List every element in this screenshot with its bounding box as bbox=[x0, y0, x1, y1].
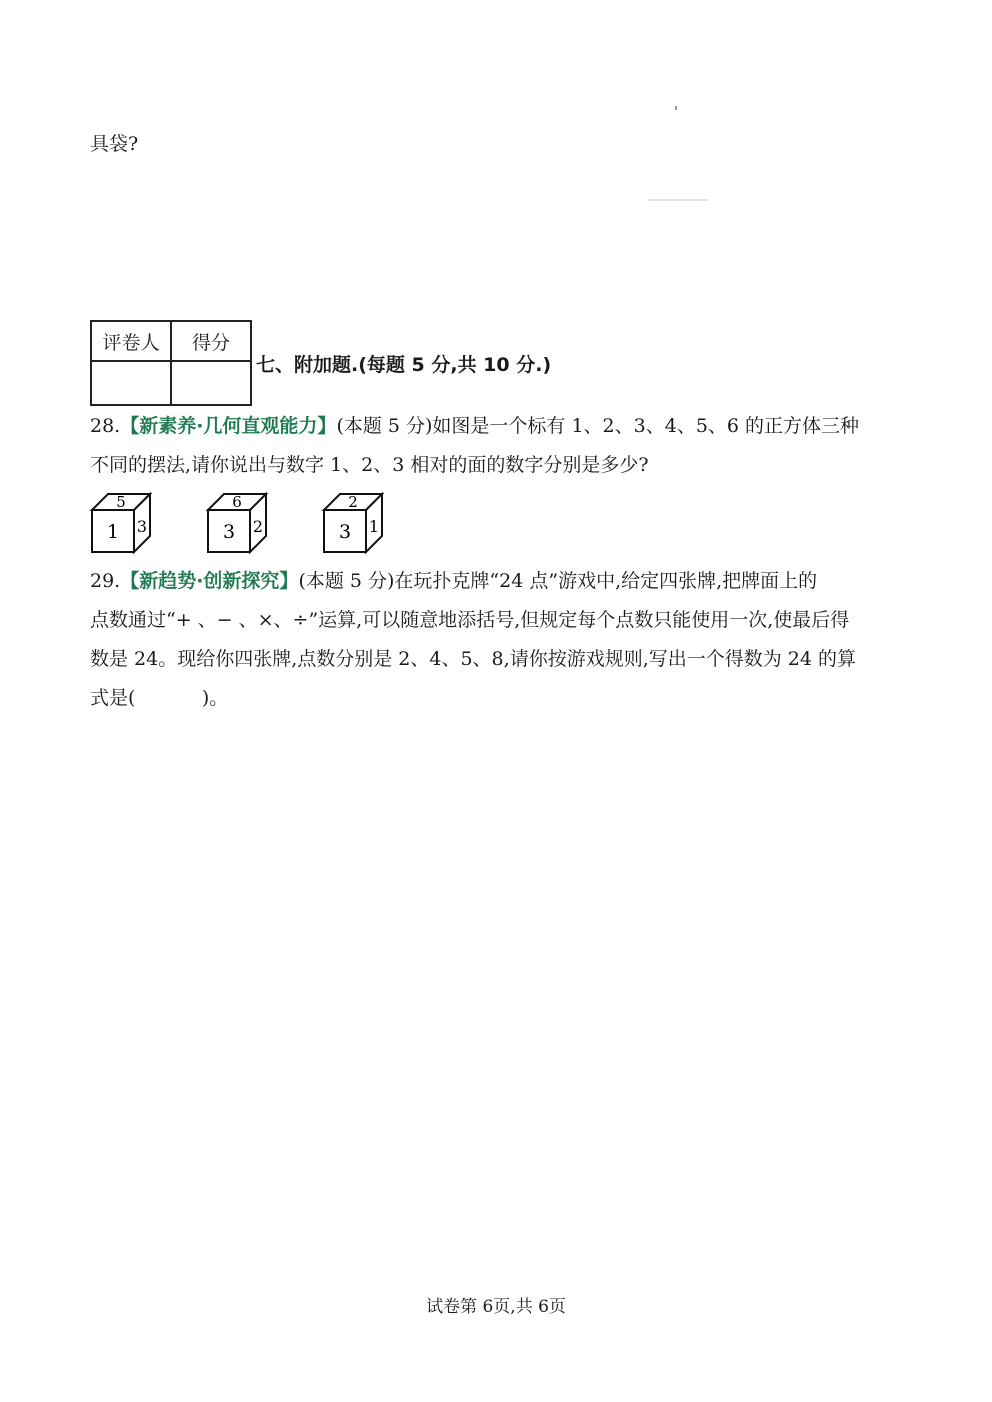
cube-1-side: 3 bbox=[136, 517, 148, 536]
cube-3-top: 2 bbox=[348, 493, 358, 511]
question-29-answer-line: 式是( )。 bbox=[90, 687, 229, 709]
grader-cell bbox=[91, 361, 171, 405]
cube-figures bbox=[88, 490, 408, 556]
cube-2-top: 6 bbox=[232, 493, 242, 511]
grader-header: 评卷人 bbox=[91, 321, 171, 361]
page-footer: 试卷第 6页,共 6页 bbox=[426, 1297, 566, 1317]
question-number: 28. bbox=[90, 415, 121, 437]
cube-2-side: 2 bbox=[252, 517, 264, 536]
cube-3-side: 1 bbox=[368, 517, 380, 536]
section-title: 七、附加题.(每题 5 分,共 10 分.) bbox=[256, 354, 552, 376]
question-number: 29. bbox=[90, 570, 121, 592]
question-29-line-3: 数是 24。现给你四张牌,点数分别是 2、4、5、8,请你按游戏规则,写出一个得数为 24 的算 bbox=[90, 648, 856, 670]
question-29-line-2: 点数通过“+ 、− 、×、÷”运算,可以随意地添括号,但规定每个点数只能使用一次,使最后得 bbox=[90, 609, 850, 631]
question-28-line-1 bbox=[90, 413, 859, 439]
cube-3-front: 3 bbox=[338, 521, 352, 543]
cube-3 bbox=[324, 493, 382, 552]
question-tag: 【新素养·几何直观能力】 bbox=[120, 415, 337, 437]
question-tag: 【新趋势·创新探究】 bbox=[120, 570, 299, 592]
score-header: 得分 bbox=[171, 321, 251, 361]
cube-1-top: 5 bbox=[116, 493, 126, 511]
score-cell bbox=[171, 361, 251, 405]
question-29-line-1 bbox=[90, 568, 817, 594]
cube-1-front: 1 bbox=[106, 521, 120, 543]
question-text: (本题 5 分)在玩扑克牌“24 点”游戏中,给定四张牌,把牌面上的 bbox=[298, 570, 818, 592]
scan-smudge bbox=[648, 199, 708, 201]
cube-2-front: 3 bbox=[222, 521, 236, 543]
scan-mark bbox=[675, 106, 677, 110]
cube-1 bbox=[92, 493, 150, 552]
cube-2 bbox=[208, 493, 266, 552]
question-28-line-2: 不同的摆法,请你说出与数字 1、2、3 相对的面的数字分别是多少? bbox=[90, 454, 649, 476]
score-table bbox=[90, 320, 252, 406]
question-text: (本题 5 分)如图是一个标有 1、2、3、4、5、6 的正方体三种 bbox=[336, 415, 860, 437]
question-fragment: 具袋? bbox=[90, 133, 139, 155]
